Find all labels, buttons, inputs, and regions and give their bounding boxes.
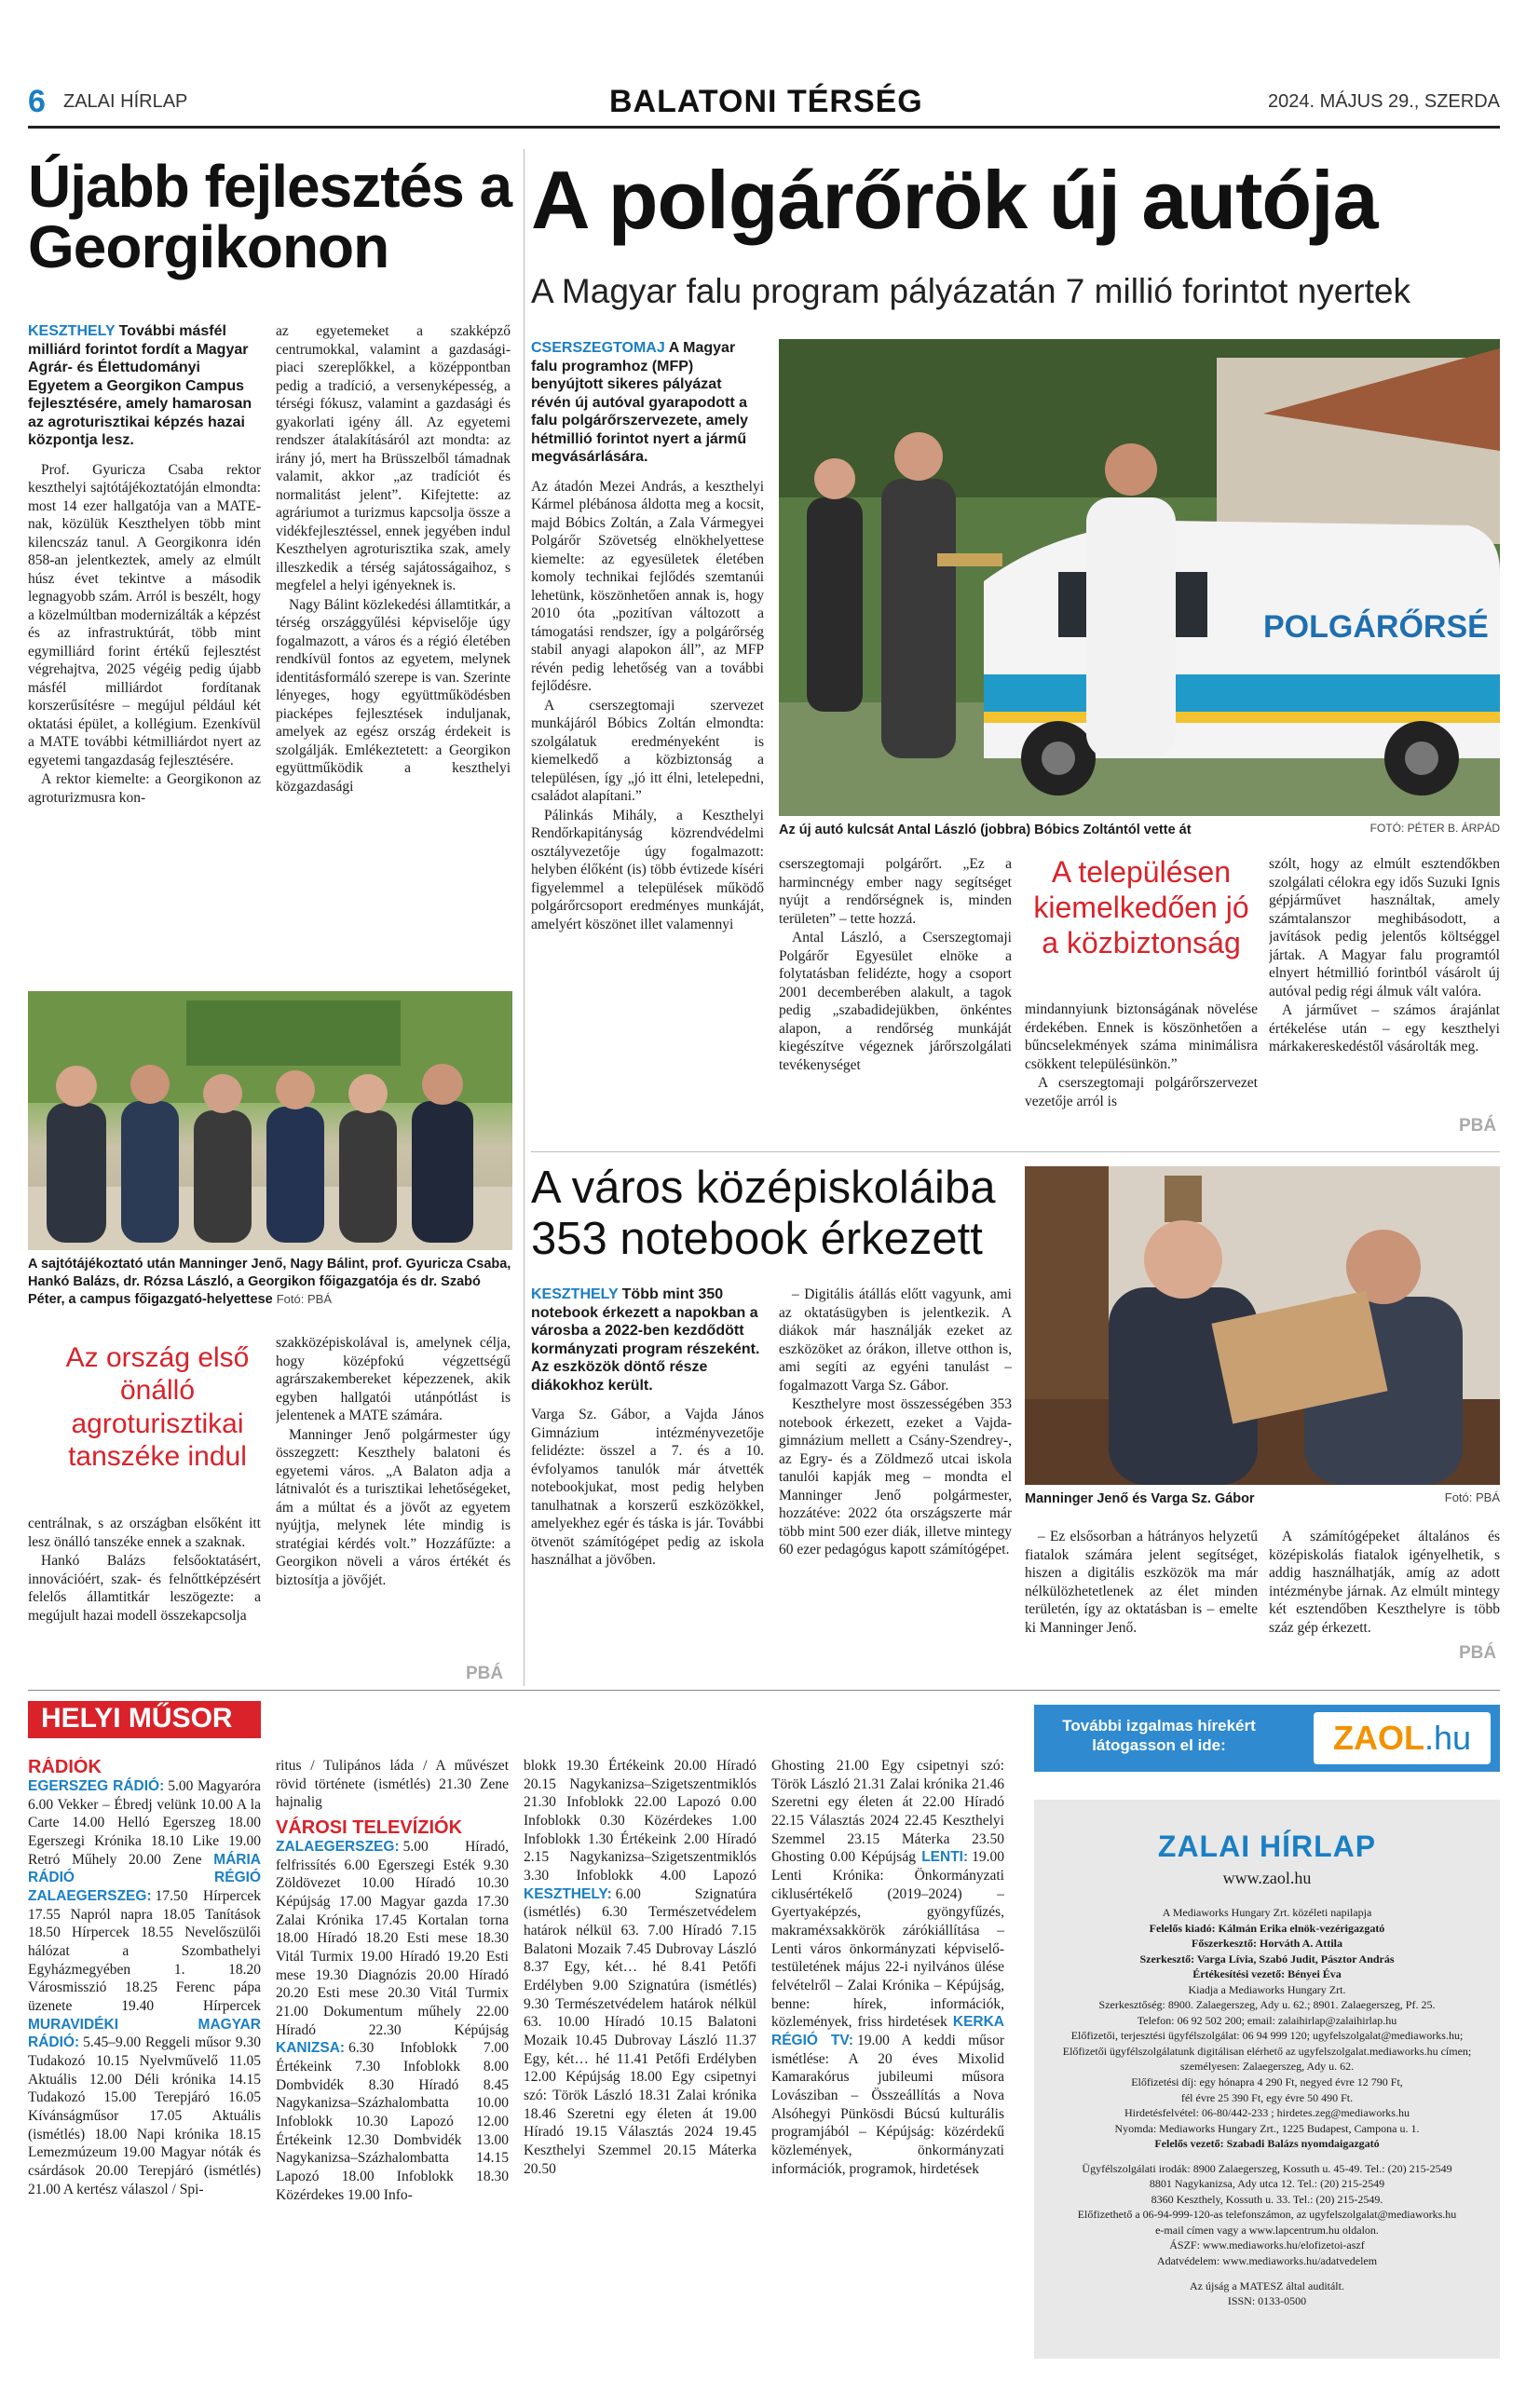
left-article-lead: További másfél milliárd forintot fordít a Magyar Agrár- és Élettudományi Egyetem a Georgikon Campus fejlesztésére, amely hamarosan az agroturisztikai képzés hazai központja lesz. <box>28 323 252 449</box>
tv-listing-col1 <box>28 1757 261 2372</box>
station-name: EGERSZEG RÁDIÓ: <box>28 1778 165 1794</box>
impressum-line: Szerkesztőség: 8900. Zalaegerszeg, Ady u. 62.; 8901. Zalaegerszeg, Pf. 25. <box>1098 1998 1436 2012</box>
program-list: blokk 19.30 Értékeink 20.00 Híradó 20.15 Nagykanizsa–Szigetszentmiklós 21.30 Infoblokk 22.00 Lapozó 0.00 Infoblokk 0.30 Közérdekes 1.00 Infoblokk 1.30 Értékeink 2.00 Híradó 2.15 Nagykanizsa–Szigetszentmiklós 3.30 Infoblokk 4.00 Lapozó <box>524 1758 756 1884</box>
program-list: 5.45–9.00 Reggeli műsor 9.30 Tudakozó 10.15 Nyelvművelő 11.05 Aktuális 12.00 Déli krónika 14.15 Tudakozó 15.00 Terepjáró 16.05 Kívánságműsor 17.05 Aktuális (ismétlés) 18.00 Napi krónika 18.15 Lemezmúzeum 19.00 Magyar nóták és csárdások 20.00 Terepjáró (ismétlés) 21.00 A kertész válaszol / Spi- <box>28 2034 261 2197</box>
notebook-article-title: A város középiskoláiba 353 notebook érkezett <box>531 1163 996 1264</box>
listing-heading: VÁROSI TELEVÍZIÓK <box>276 1817 463 1839</box>
impressum-line: Előfizetési díj: egy hónapra 4 290 Ft, negyed évre 12 790 Ft, <box>1131 2075 1403 2088</box>
group-people-illustration <box>28 991 512 1250</box>
main-article-col2b <box>1025 1000 1258 1140</box>
paragraph: az egyetemeket a szakképző centrumokkal, valamint a gazdasági-piaci szereplőkkel, a középpontban pedig a tradíció, a versenyképesség, a térségi fókusz, valamint a gazdasági és gyakorlati igény áll. Az egyetemi rendszer átalakításáról azt mondta: az irány jó, mert ha Brüsszelből támadnak valamit, akkor „az tradíciót és normalitást jelent”. Kifejtette: az agráriumot a turizmus kapcsolja össze a vidékfejlesztéssel, ennek jegyében indul Keszthelyen agroturisztika szak, amely illeszkedik a térség sajátosságaihoz, s megfelel a helyi igényeknek is. <box>276 323 511 594</box>
promo-text <box>1047 1716 1271 1756</box>
photo-credit: Fotó: PBÁ <box>276 1291 332 1306</box>
impressum-line: Kiadja a Mediaworks Hungary Zrt. <box>1188 1982 1346 1996</box>
paragraph: – Ez elsősorban a hátrányos helyzetű fiatalok számára jelent segítséget, hiszen a digitális eszközök ma már nélkülözhetetlenek az élet minden területén, így az oktatásban is – emelte ki Manninger Jenő. <box>1025 1529 1258 1636</box>
impressum-line: ISSN: 0133-0500 <box>1227 2294 1307 2308</box>
paragraph: szólt, hogy az elmúlt esztendőkben szolgálati célokra egy idős Suzuki Ignis gépjárművet használtak, amely számtalanszor meghibásodott, a javítások pedig jelentős költséggel jártak. A Magyar falu programtól elnyert hétmillió forintból vásárolt új autóval pedig régi álmuk vált valóra. <box>1269 856 1500 1000</box>
paragraph: Nagy Bálint közlekedési államtitkár, a térség országgyűlési képviselője úgy fogalmazott, a város és a régió életében rendkívül fontos az egyetem, melynek identitásformáló szerepe is van. Szerinte lényeges, hogy együttműködésben piacképes fejlesztések induljanak, amelyek az egész ország érdekeit is szolgálják. Emlékeztetett: a Georgikon együttműködik a keszthelyi közgazdasági <box>276 596 511 795</box>
caption-text: Manninger Jenő és Varga Sz. Gábor <box>1025 1491 1255 1506</box>
impressum-paper-name: ZALAI HÍRLAP <box>1157 1830 1377 1863</box>
office-illustration <box>1025 1166 1500 1485</box>
car-handover-illustration <box>779 339 1500 816</box>
paragraph: Az átadón Mezei András, a keszthelyi Kármel plébánosa áldotta meg a kocsit, majd Bóbics Zoltán, a Zala Vármegyei Polgárőr Szövetség elnökhelyettese kiemelte: az egyesületek életében komoly technikai fejlődés szemtanúi lehetünk, köszönhetően annak is, hogy 2010 óta „pozitívan változott a támogatási rendszer, így a polgárőrség stabil anyagi alapokon áll”, az MFP révén pedig lehetőség van a további fejlődésre. <box>531 478 764 695</box>
main-article-location: CSERSZEGTOMAJ <box>531 340 665 356</box>
impressum-line: 8801 Nagykanizsa, Ady utca 12. Tel.: (20) 215-2549 <box>1149 2177 1385 2191</box>
main-article-col2 <box>779 855 1012 1135</box>
caption-text: Az új autó kulcsát Antal László (jobbra) Bóbics Zoltántól vette át <box>779 823 1192 837</box>
left-article-signature: PBÁ <box>466 1664 504 1683</box>
impressum-line: Nyomda: Mediaworks Hungary Zrt., 1225 Budapest, Campona u. 1. <box>1114 2121 1420 2135</box>
paragraph: Keszthelyre most összességében 353 notebook érkezett, ezeket a Vajda-gimnázium mellett a Csány-Szendrey-, az Egry- és a Zöldmező utcai iskola tanulói kapják meg – mondta el Manninger Jenő polgármester, hozzátéve: 2022 óta országszerte már több mint 500 ezer diák, illetve mintegy 60 ezer pedagógus kapott számítógépet. <box>779 1396 1012 1558</box>
paragraph: centrálnak, s az országban elsőként itt lesz önálló tanszéke ennek a szaknak. <box>28 1516 261 1550</box>
impressum-line: Értékesítési vezető: Bényei Éva <box>1192 1967 1342 1981</box>
impressum-line: Az újság a MATESZ által auditált. <box>1190 2279 1344 2292</box>
caption-text: A sajtótájékoztató után Manninger Jenő, Nagy Bálint, prof. Gyuricza Csaba, Hankó Balázs, dr. Rózsa László, a Georgikon főigazgatója és dr. Szabó Péter, a campus főigazgató-helyettese <box>28 1257 511 1307</box>
station-name: MÁRIA RÁDIÓ RÉGIÓ ZALAEGERSZEG: <box>28 1851 261 1905</box>
listing-heading: RÁDIÓK <box>28 1757 102 1777</box>
left-article-location: KESZTHELY <box>28 323 116 339</box>
page-number: 6 <box>28 84 46 119</box>
promo-line-1: További izgalmas hírekért <box>1062 1717 1256 1735</box>
page-header <box>28 76 1500 129</box>
paragraph: A számítógépeket általános és középiskolás fiatalok igényelhetik, s addig használhatják, amíg az adott intézménybe járnak. Az elmúlt mintegy két esztendőben Keszthelyre is több száz gép érkezett. <box>1269 1529 1500 1636</box>
notebook-handover-photo <box>1025 1166 1500 1485</box>
main-article-pullquote: A településen kiemelkedően jó a közbiztonság <box>1033 855 1249 959</box>
georgikon-group-photo <box>28 991 512 1250</box>
zaol-tld: .hu <box>1424 1719 1472 1757</box>
impressum-lines <box>1047 1905 1487 2309</box>
car-livery-text: POLGÁRŐRSÉ <box>1263 609 1489 645</box>
notebook-article-caption <box>1025 1490 1500 1508</box>
left-article-col3 <box>28 1515 261 1692</box>
paragraph: cserszegtomaji polgárőrt. „Ez a harmincnégy ember nagy segítséget nyújt a rendőrségnek is, minden területen” – tette hozzá. <box>779 856 1012 927</box>
main-article-lead: A Magyar falu programhoz (MFP) benyújtott sikeres pályázat révén új autóval gyarapodott a falu polgárőrszervezete, amely hétmillió forintot nyert a jármű megvásárlására. <box>531 340 748 466</box>
paragraph: szakközépiskolával is, amelynek célja, hogy középfokú végzettségű agrárszakembereket képezzenek, akik egyben hallgatói utánpótlást is jelentenek a MATE számára. <box>276 1335 511 1424</box>
zaol-logo <box>1314 1712 1491 1764</box>
main-article-col3 <box>1269 855 1500 1135</box>
impressum-line: Ügyfélszolgálati irodák: 8900 Zalaegerszeg, Kossuth u. 45-49. Tel.: (20) 215-2549 <box>1082 2161 1452 2175</box>
impressum-line: A Mediaworks Hungary Zrt. közéleti napilapja <box>1162 1905 1372 1919</box>
program-list: 19.00 Lenti Krónika: Önkormányzati ciklusértékelő (2019–2024) – Gyertyaképzés, gyöngyfűzés, makraméxsakkörök zárókiállítása – Lenti város önkormányzati képviselő-testületének május 22-i nyilvános ülése felvételről – Zalai Krónika – Képújság, benne: hírek, információk, közlemények, friss hirdetések <box>771 1849 1004 2031</box>
station-name: KESZTHELY: <box>524 1885 612 1902</box>
tv-listing-col4 <box>771 1757 1004 2372</box>
impressum-line: fél évre 25 390 Ft, egy évre 50 490 Ft. <box>1180 2090 1354 2104</box>
paragraph: Prof. Gyuricza Csaba rektor keszthelyi sajtótájékoztatóján elmondta: most 14 ezer hallgatója van a MATE-nak, közülük Keszthelyen több mint kilencszáz tanul. A Georgikonra idén 858-an jelentkeztek, amely az elmúlt húsz évet tekintve a második legnagyobb szám. Arról is beszélt, hogy a közelmúltban modernizálták a képzést és az infrastruktúrát, több mint egymilliárd forint értékű fejlesztést végrehajtva, 2025 végéig pedig újabb másfél milliárdot fordítanak korszerűsítésre – megújul például két oktatási épület, a kollégium. Ezenkívül a MATE további kétmilliárdot nyert az egyetemi tangazdaság fejlesztésére. <box>28 461 261 769</box>
bottom-divider <box>28 1690 1500 1691</box>
station-name: KANIZSA: <box>276 2040 346 2057</box>
notebook-article-lead: Több mint 350 notebook érkezett a napokban a városba a 2022-ben kezdődött kormányzati program részeként. Az eszközök döntő része diákokhoz került. <box>531 1286 760 1394</box>
paragraph: A cserszegtomaji polgárőrszervezet vezetője arról is <box>1025 1075 1258 1109</box>
impressum-url: www.zaol.hu <box>1222 1869 1312 1888</box>
impressum-line: Felelős kiadó: Kálmán Erika elnök-vezérigazgató <box>1149 1921 1385 1935</box>
paragraph: – Digitális átállás előtt vagyunk, ami az oktatásügyben is jelentkezik. A diákok már használják ezeket az eszközöket az órákon, illetve otthon is, ami segíti az egyéni tanulást – fogalmazott Varga Sz. Gábor. <box>779 1286 1012 1394</box>
program-list: 5.00 Híradó, felfrissítés 6.00 Egerszegi Esték 9.30 Zöldövezet 10.00 Híradó 10.30 Képújság 17.00 Magyar gazda 17.30 Zalai Krónika 17.45 Kortalan torna 18.00 Híradó 18.20 Esti mese 18.30 Vitál Turmix 19.00 Híradó 19.20 Esti mese 19.30 Diagnózis 20.00 Híradó 20.20 Esti mese 20.30 Vitál Turmix 21.00 Dokumentum műhely 22.00 Híradó 22.30 Képújság <box>276 1839 509 2038</box>
impressum-line: Telefon: 06 92 502 200; email: zalaihirlap@zalaihirlap.hu <box>1137 2013 1397 2027</box>
left-article-col4 <box>276 1334 511 1679</box>
impressum-line <box>1047 2152 1487 2161</box>
main-article-col1 <box>531 339 764 1140</box>
notebook-article-location: KESZTHELY <box>531 1286 619 1302</box>
program-list: ritus / Tulipános láda / A művészet rövid története (ismétlés) 21.30 Zene hajnalig <box>276 1758 509 1811</box>
left-article-col2 <box>276 322 511 965</box>
column-divider <box>524 149 525 1686</box>
paper-name: ZALAI HÍRLAP <box>63 91 188 112</box>
impressum-box <box>1034 1800 1500 2359</box>
program-list: 6.30 Infoblokk 7.00 Értékeink 7.30 Infoblokk 8.00 Dombvidék 8.30 Híradó 8.45 Nagykanizsa–Százhalombatta 10.00 Infoblokk 10.30 Lapozó 12.00 Értékeink 12.30 Dombvidék 13.00 Nagykanizsa–Százhalombatta 14.15 Lapozó 18.00 Infoblokk 18.30 Közérdekes 19.00 Info- <box>276 2040 509 2203</box>
issue-date: 2024. MÁJUS 29., SZERDA <box>1268 91 1500 112</box>
station-name: ZALAEGERSZEG: <box>276 1839 400 1856</box>
tv-listing-col2 <box>276 1757 509 2372</box>
photo-credit: FOTÓ: PÉTER B. ÁRPÁD <box>1369 822 1500 835</box>
program-list: 5.00 Magyaróra 6.00 Vekker – Ébredj velünk 10.00 A la Carte 14.00 Helló Egerszeg 18.00 Egerszegi Krónika 18.10 Like 19.00 Retró Műhely 20.00 Zene <box>28 1778 261 1868</box>
main-article-caption <box>779 822 1500 839</box>
impressum-line: Adatvédelem: www.mediaworks.hu/adatvedelem <box>1156 2254 1378 2268</box>
paragraph: A cserszegtomaji szervezet munkájáról Bóbics Zoltán elmondta: szolgálatuk eredményeként is kiemelkedő a közbiztonság a településen, így „jó itt élni, letelepedni, családot alapítani.” <box>531 697 764 805</box>
impressum-line: ÁSZF: www.mediaworks.hu/elofizetoi-aszf <box>1169 2238 1365 2252</box>
paragraph: mindannyiunk biztonságának növelése érdekében. Ennek is köszönhetően a bűncselekmények száma minimálisra csökkent településünkön.” <box>1025 1001 1258 1072</box>
photo-credit: Fotó: PBÁ <box>1444 1490 1500 1504</box>
zaol-promo-banner[interactable] <box>1034 1705 1500 1772</box>
paragraph: Antal László, a Cserszegtomaji Polgárőr Egyesület elnöke a folytatásban felidézte, hogy a csoport 2001 decemberében alakult, a tagok pedig „szabadidejükben, önkéntes alapon, a rendőrség munkáját kiegészítve végeznek járőrszolgálati tevékenységet <box>779 930 1012 1073</box>
left-article-title: Újabb fejlesztés a Georgikonon <box>28 153 512 281</box>
impressum-line: Előfizetői ügyfélszolgálatunk digitálisan elérhető az ugyfelszolgalat.mediaworks.hu címen; <box>1062 2044 1472 2058</box>
program-list: Ghosting 21.00 Egy csipetnyi szó: Török László 21.31 Zalai krónika 21.46 Szeretni egy életen át 22.00 Híradó 22.15 Választás 2024 22.45 Keszthelyi Szemmel 23.15 Máterka 23.50 Ghosting 0.00 Képújság <box>771 1758 1004 1866</box>
impressum-line: személyesen: Zalaegerszeg, Ady u. 62. <box>1179 2060 1355 2074</box>
impressum-line <box>1047 2269 1487 2279</box>
impressum-line: e-mail címen vagy a www.lapcentrum.hu oldalon. <box>1155 2223 1379 2237</box>
police-car-photo <box>779 339 1500 816</box>
paragraph: Manninger Jenő polgármester úgy összegzett: Keszthely balatoni és egyetemi város. „A Balaton adja a látnivalót és a turisztikai lehetőségeket, ám a múltat és a jövőt az egyetem nyújtja, melynek léte mindig is stratégiai kérdés volt.” Hozzáfűzte: a Georgikon növeli a város értékét és biztosítja a jövőjét. <box>276 1426 511 1588</box>
paragraph: A járművet – számos árajánlat értékelése után – egy keszthelyi márkakereskedéstől vásárolták meg. <box>1269 1002 1500 1055</box>
impressum-line: Előfizethető a 06-94-999-120-as telefonszámon, az ugyfelszolgalat@mediaworks.hu <box>1077 2208 1457 2222</box>
impressum-line: Felelős vezető: Szabadi Balázs nyomdaigazgató <box>1154 2137 1380 2151</box>
main-article-signature: PBÁ <box>1459 1116 1497 1136</box>
section-title: BALATONI TÉRSÉG <box>609 84 923 119</box>
left-article-pullquote: Az ország első önálló agroturisztikai tanszéke indul <box>65 1342 250 1473</box>
paragraph: Pálinkás Mihály, a Keszthelyi Rendőrkapitányság közrendvédelmi osztályvezetője úgy fogalmazott: helyben élőként (is) több évtizede kíséri figyelemmel a települések működő polgárőrcsoport eredményes munkáját, amelyért köszönet illet valamennyi <box>531 807 764 932</box>
notebook-article-signature: PBÁ <box>1459 1643 1497 1663</box>
station-name: MURAVIDÉKI MAGYAR RÁDIÓ: <box>28 2016 261 2051</box>
left-article-caption <box>28 1256 512 1309</box>
notebook-article-col2 <box>779 1286 1012 1677</box>
program-list: 17.50 Hírpercek 17.55 Napról napra 18.05 Tanítások 18.50 Hírpercek 18.55 Nevelőszülői hálózat a Szombathelyi Egyházmegyében 1. 18.20 Városmisszió 18.25 Ferenc pápa üzenete 19.40 Hírpercek <box>28 1888 261 2015</box>
program-list: 19.00 A keddi műsor ismétlése: A 20 éves Mixolid Kamarakórus jubileumi műsora Lovásziban – Összeállítás a Nova Alsóhegyi Pünkösdi Búcsú kulturális programjából – Képújság: közérdekű közlemények, önkormányzati információk, programok, hirdetések <box>771 2033 1004 2177</box>
local-programs-heading: HELYI MŰSOR <box>28 1701 261 1738</box>
paragraph: Varga Sz. Gábor, a Vajda János Gimnázium intézményvezetője felidézte: összel a 7. és a 10. évfolyamos tanulók már átvették notebookjukat, most pedig helyben tanulhatnak a korszerű eszközökkel, amelyekhez egér és táska is jár. További ötvenöt számítógépet pedig az iskola használhat a jövőben. <box>531 1407 764 1569</box>
station-name: KERKA RÉGIÓ TV: <box>771 2014 1004 2049</box>
program-list: 6.00 Szignatúra (ismétlés) 6.30 Természetvédelem határok nélkül 63. 7.00 Híradó 7.15 Balatoni Mozaik 7.45 Dubrovay László 8.37 Egy, két… hé 8.41 Petőfi Erdélyben 9.00 Szignatúra (ismétlés) 9.30 Természetvédelem határok nélkül 63. 10.00 Híradó 10.15 Balatoni Mozaik 10.45 Dubrovay László 11.37 Egy, két… hé 11.41 Petőfi Erdélyben 12.00 Képújság 18.00 Egy csipetnyi szó: Török László 18.31 Zalai krónika 18.46 Szeretni egy életen át 19.00 Híradó 19.15 Választás 2024 19.45 Keszthelyi Szemmel 20.15 Máterka 20.50 <box>524 1885 756 2177</box>
main-article-title: A polgárőrök új autója <box>531 154 1378 246</box>
notebook-article-col1 <box>531 1286 764 1677</box>
impressum-line: Előfizetői, terjesztési ügyfélszolgálat: 06 94 999 120; ugyfelszolgalat@mediaworks.hu; <box>1070 2029 1464 2043</box>
notebook-article-col3 <box>1025 1528 1258 1686</box>
left-article-col1 <box>28 322 261 956</box>
impressum-line: Főszerkesztő: Horváth A. Attila <box>1192 1937 1342 1951</box>
impressum-line: Szerkesztő: Varga Lívia, Szabó Judit, Pásztor András <box>1139 1952 1395 1966</box>
paragraph: A rektor kiemelte: a Georgikonon az agroturizmusra kon- <box>28 771 261 806</box>
station-name: LENTI: <box>921 1849 969 1866</box>
section-divider <box>531 1151 1500 1152</box>
tv-listing-col3 <box>524 1757 756 2372</box>
main-article-deck: A Magyar falu program pályázatán 7 millió forintot nyertek <box>531 272 1410 310</box>
impressum-line: 8360 Keszthely, Kossuth u. 33. Tel.: (20) 215-2549. <box>1151 2192 1383 2206</box>
impressum-line: Hirdetésfelvétel: 06-80/442-233 ; hirdetes.zeg@mediaworks.hu <box>1124 2106 1410 2120</box>
promo-line-2: látogasson el ide: <box>1092 1736 1226 1755</box>
paragraph: Hankó Balázs felsőoktatásért, innovációért, szak- és felnőttképzésért felelős államtitkár leszögezte: a megújult hazai modell összekapcsolja <box>28 1553 261 1624</box>
zaol-brand: ZAOL <box>1332 1719 1424 1757</box>
